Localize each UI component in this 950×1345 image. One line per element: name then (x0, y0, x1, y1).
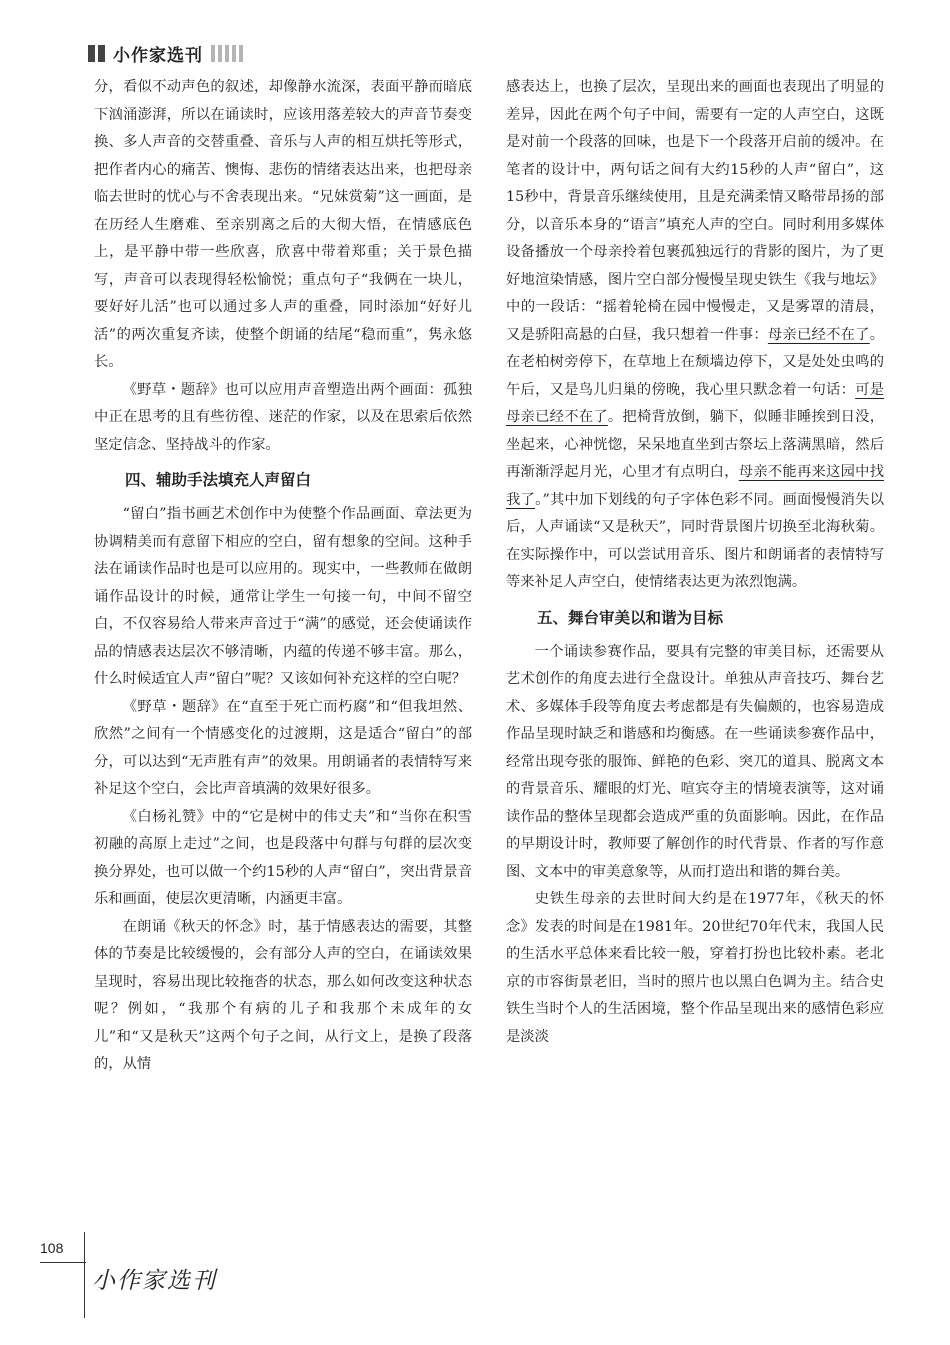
underlined-sentence: 可是母亲已经不在了 (506, 381, 885, 425)
paragraph: 分，看似不动声色的叙述，却像静水流深，表面平静而暗底下汹涌澎湃，所以在诵读时，应该用落差较大的声音节奏变换、多人声音的交替重叠、音乐与人声的相互烘托等形式，把作者内心的痛苦、懊悔、悲伤的情绪表达出来，也把母亲临去世时的忧心与不舍表现出来。“兄妹赏菊”这一画面，是在历经人生磨难、至亲别离之后的大彻大悟，在情感底色上，是平静中带一些欣喜，欣喜中带着郑重；关于景色描写，声音可以表现得轻松愉悦；重点句子“我俩在一块儿，要好好儿活”也可以通过多人声的重叠，同时添加“好好儿活”的两次重复齐读，使整个朗诵的结尾“稳而重”，隽永悠长。 (94, 79, 472, 370)
text-run: 。把椅背放倒，躺下，似睡非睡挨到日没，坐起来，心神恍惚，呆呆地直坐到古祭坛上落满黑暗，然后再渐渐浮起月光，心里才有点明白， (506, 409, 885, 480)
paragraph: 《野草・题辞》在“直至于死亡而朽腐”和“但我坦然、欣然”之间有一个情感变化的过渡期，这是适合“留白”的部分，可以达到“无声胜有声”的效果。用朗诵者的表情特写来补足这个空白，会比声音填满的效果好很多。 (94, 698, 472, 797)
right-column (506, 74, 884, 1051)
section-heading-4: 四、辅助手法填充人声留白 (125, 471, 312, 489)
paragraph: “留白”指书画艺术创作中为使整个作品画面、章法更为协调精美而有意留下相应的空白，留有想象的空间。这种手法在诵读作品时也是可以应用的。现实中，一些教师在做朗诵作品设计的时候，通常让学生一句接一句，中间不留空白，不仅容易给人带来声音过于“满”的感觉，还会使诵读作品的情感表达层次不够清晰，内蕴的传递不够丰富。那么，什么时候适宜人声“留白”呢？又该如何补充这样的空白呢？ (94, 506, 472, 687)
paragraph (506, 74, 884, 597)
underlined-sentence: 母亲不能再来这园中找我了 (506, 464, 885, 508)
footer-divider (40, 1262, 86, 1263)
underlined-sentence: 母亲已经不在了 (767, 326, 870, 343)
paragraph: 《白杨礼赞》中的“它是树中的伟丈夫”和“当你在积雪初融的高原上走过”之间，也是段落中句群与句群的层次变换分界处，也可以做一个约15秒的人声“留白”，突出背景音乐和画面，使层次更清晰，内涵更丰富。 (94, 808, 472, 907)
paragraph: 史铁生母亲的去世时间大约是在1977年，《秋天的怀念》发表的时间是在1981年。20世纪70年代末，我国人民的生活水平总体来看比较一般，穿着打扮也比较朴素。老北京的市容街景老旧，当时的照片也以黑白色调为主。结合史铁生当时个人的生活困境，整个作品呈现出来的感情色彩应是淡淡 (506, 891, 884, 1045)
paragraph: 一个诵读参赛作品，要具有完整的审美目标，还需要从艺术创作的角度去进行全盘设计。单独从声音技巧、舞台艺术、多媒体手段等角度去考虑都是有失偏颇的，也容易造成作品呈现时缺乏和谐感和均衡感。在一些诵读参赛作品中，经常出现夸张的服饰、鲜艳的色彩、突兀的道具、脱离文本的背景音乐、耀眼的灯光、喧宾夺主的情境表演等，这对诵读作品的整体呈现都会造成严重的负面影响。因此，在作品的早期设计时，教师要了解创作的时代背景、作者的写作意图、文本中的审美意象等，从而打造出和谐的舞台美。 (506, 643, 884, 880)
left-column (94, 74, 472, 1079)
running-header (88, 40, 243, 66)
section-heading-5: 五、舞台审美以和谐为目标 (537, 608, 724, 627)
header-stripes-icon (211, 45, 243, 62)
header-bars-icon (88, 45, 105, 62)
journal-logo: 小作家选刊 (92, 1268, 217, 1294)
text-run: 。在老柏树旁停下，在草地上在颓墙边停下，又是处处虫鸣的午后，又是鸟儿归巢的傍晚，我心里只默念着一句话： (506, 326, 885, 398)
paragraph: 《野草・题辞》也可以应用声音塑造出两个画面：孤独中正在思考的且有些彷徨、迷茫的作家，以及在思索后依然坚定信念、坚持战斗的作家。 (94, 381, 472, 453)
paragraph: 在朗诵《秋天的怀念》时，基于情感表达的需要，其整体的节奏是比较缓慢的，会有部分人声的空白，在诵读效果呈现时，容易出现比较拖沓的状态，那么如何改变这种状态呢？例如，“我那个有病的儿子和我那个未成年的女儿”和“又是秋天”这两个句子之间，从行文上，是换了段落的，从情 (94, 918, 472, 1072)
text-run: 。”其中加下划线的句子字体色彩不同。画面慢慢消失以后，人声诵读“又是秋天”，同时背景图片切换至北海秋菊。在实际操作中，可以尝试用音乐、图片和朗诵者的表情特写等来补足人声空白，使情绪表达更为浓烈饱满。 (506, 491, 884, 590)
footer-divider (84, 1232, 85, 1318)
journal-title: 小作家选刊 (113, 45, 203, 66)
page-number: 108 (40, 1240, 64, 1256)
text-run: 感表达上，也换了层次，呈现出来的画面也表现出了明显的差异，因此在两个句子中间，需要有一定的人声空白，这既是对前一个段落的回味，也是下一个段落开启前的缓冲。在笔者的设计中，两句话之间有大约15秒的人声“留白”，这15秒中，背景音乐继续使用，且是充满柔情又略带昂扬的部分，以音乐本身的“语言”填充人声的空白。同时利用多媒体设备播放一个母亲拎着包裹孤独远行的背影的图片，为了更好地渲染情感，图片空白部分慢慢呈现史铁生《我与地坛》中的一段话：“摇着轮椅在园中慢慢走，又是雾罩的清晨，又是骄阳高悬的白昼，我只想着一件事： (506, 79, 884, 343)
